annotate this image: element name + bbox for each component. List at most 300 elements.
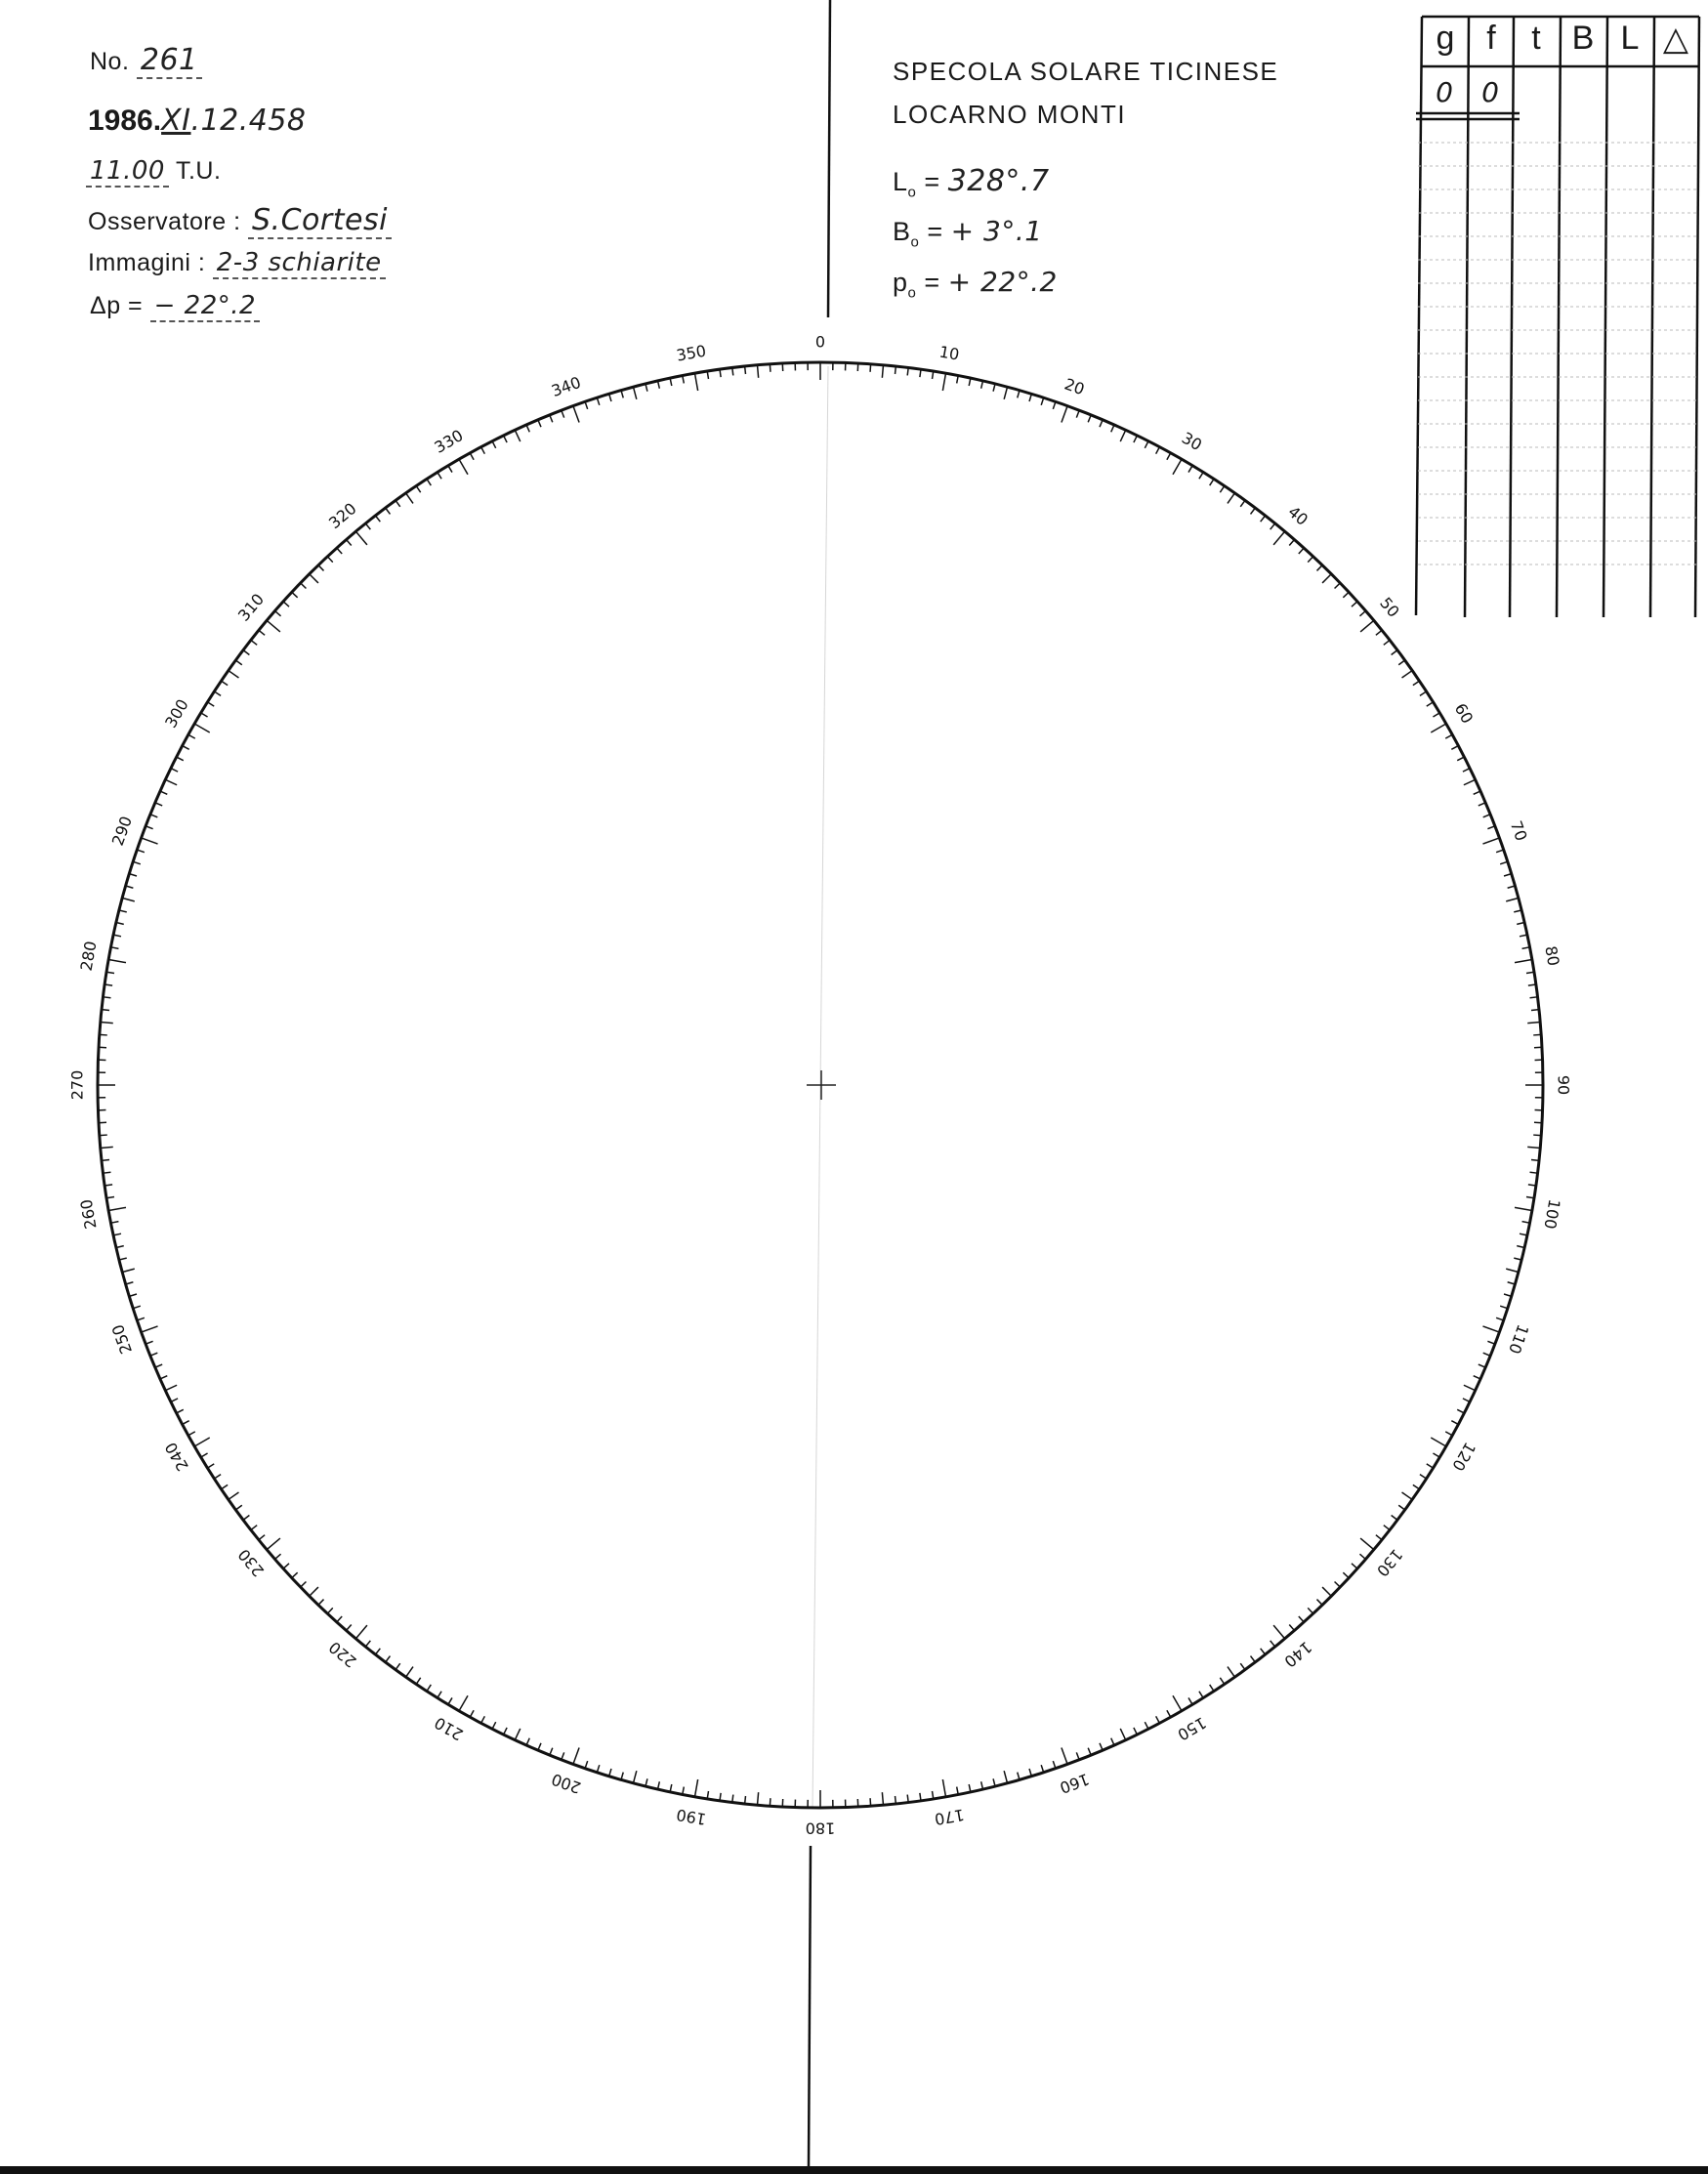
scale-tick: [1120, 1729, 1125, 1740]
scale-tick: [108, 960, 126, 963]
scale-tick: [1392, 650, 1397, 655]
scale-tick: [1433, 1453, 1439, 1457]
scale-tick: [310, 1587, 318, 1596]
scale-tick: [108, 1207, 126, 1210]
scale-tick: [538, 420, 541, 427]
scale-tick: [259, 630, 265, 635]
scale-tick: [1289, 1624, 1294, 1630]
scale-tick: [1156, 447, 1160, 454]
scale-tick: [1156, 1716, 1160, 1723]
scale-tick: [207, 702, 214, 706]
scale-tick: [214, 691, 221, 695]
scale-tick: [1514, 1258, 1521, 1260]
scale-tick: [562, 1752, 564, 1759]
scale-tick: [427, 1685, 431, 1692]
scale-tick: [1004, 1771, 1007, 1783]
scale-tick: [1210, 1685, 1214, 1692]
scale-label: 30: [1178, 428, 1206, 455]
scale-tick: [102, 1160, 109, 1161]
scale-label: 190: [675, 1805, 708, 1829]
scale-label: 230: [233, 1545, 269, 1580]
scale-tick: [100, 1034, 107, 1035]
scale-tick: [437, 1692, 441, 1698]
scale-tick: [142, 838, 158, 844]
scale-tick: [1062, 1747, 1067, 1764]
time-unit: T.U.: [175, 157, 222, 185]
scale-tick: [573, 406, 579, 423]
scale-tick: [1145, 1722, 1148, 1729]
scale-tick: [275, 1554, 281, 1559]
scale-tick: [504, 436, 508, 442]
table-header-f: f: [1486, 20, 1496, 57]
scale-tick: [1188, 466, 1192, 473]
scale-label: 180: [805, 1819, 836, 1838]
scale-tick: [1167, 1710, 1171, 1717]
scale-tick: [1299, 1616, 1304, 1622]
date-day: .12.458: [190, 104, 307, 138]
scale-label: 250: [107, 1321, 137, 1357]
observer-label: Osservatore :: [88, 208, 241, 235]
scale-tick: [229, 1492, 239, 1499]
scale-label: 260: [76, 1197, 101, 1231]
meridian-line: [812, 366, 828, 1809]
delta-p-label: Δp =: [90, 292, 144, 319]
scale-tick: [515, 430, 520, 441]
scale-label: 100: [1540, 1197, 1564, 1231]
scale-tick: [1474, 791, 1480, 794]
scale-tick: [235, 1505, 241, 1510]
scale-tick: [1188, 1697, 1192, 1704]
scale-tick: [573, 1747, 579, 1764]
scale-tick: [104, 997, 111, 998]
scale-tick: [201, 1453, 208, 1457]
param-p0-value: + 22°.2: [947, 266, 1058, 298]
scale-tick: [1384, 1526, 1390, 1530]
scale-tick: [1352, 1564, 1357, 1568]
param-l0-value: 328°.7: [947, 164, 1050, 198]
scale-tick: [993, 384, 995, 392]
scale-tick: [1402, 671, 1413, 678]
delta-p-value: − 22°.2: [150, 291, 260, 322]
scale-tick: [1120, 430, 1125, 441]
scale-label: 350: [675, 341, 708, 365]
scale-tick: [119, 910, 127, 912]
scale-tick: [758, 365, 759, 378]
scale-tick: [1251, 508, 1256, 514]
scale-tick: [160, 1376, 167, 1379]
scale-tick: [481, 447, 485, 454]
scale-tick: [146, 1341, 152, 1344]
record-number-label: No.: [90, 48, 130, 75]
scale-tick: [1088, 415, 1091, 422]
scale-tick: [1392, 1516, 1397, 1521]
scale-tick: [1487, 1341, 1494, 1344]
scale-tick: [770, 364, 771, 372]
scale-tick: [732, 368, 733, 376]
scale-tick: [1228, 493, 1234, 504]
scale-tick: [526, 1738, 529, 1745]
scale-tick: [1088, 1748, 1091, 1755]
scale-label: 10: [937, 342, 961, 364]
table-header-delta: △: [1662, 21, 1689, 58]
scale-tick: [183, 746, 189, 750]
scale-tick: [550, 415, 553, 422]
scale-tick: [1228, 1667, 1234, 1678]
scale-tick: [1111, 1738, 1114, 1745]
scale-tick: [1482, 1326, 1499, 1332]
scale-tick: [150, 815, 157, 817]
scale-tick: [1134, 1728, 1138, 1735]
scale-tick: [406, 1667, 413, 1678]
table-header-l: L: [1620, 20, 1640, 57]
scale-tick: [1451, 1421, 1458, 1425]
scale-tick: [243, 650, 249, 655]
scale-tick: [907, 1795, 908, 1803]
scale-tick: [1359, 1554, 1365, 1559]
scale-tick: [188, 734, 195, 738]
param-b0-value: + 3°.1: [950, 215, 1043, 247]
table-value-f: 0: [1481, 76, 1499, 108]
scale-tick: [1508, 886, 1516, 888]
scale-label: 110: [1504, 1321, 1533, 1357]
scale-tick: [1384, 640, 1390, 645]
scale-tick: [1431, 724, 1446, 732]
scale-tick: [1474, 1376, 1480, 1379]
scale-tick: [1352, 602, 1357, 606]
scale-tick: [470, 1710, 474, 1717]
scale-label: 210: [431, 1713, 467, 1744]
scale-tick: [1018, 1773, 1020, 1780]
scale-tick: [1531, 1160, 1539, 1161]
scale-tick: [1322, 574, 1331, 583]
scale-tick: [550, 1748, 553, 1755]
scale-tick: [347, 540, 352, 546]
scale-label: 240: [161, 1439, 192, 1475]
scale-tick: [770, 1798, 771, 1806]
scale-tick: [1299, 548, 1304, 554]
scale-tick: [177, 757, 184, 761]
scale-tick: [882, 365, 883, 378]
scale-tick: [621, 1773, 623, 1780]
scale-tick: [235, 660, 241, 665]
scale-tick: [515, 1729, 520, 1740]
scale-tick: [1173, 459, 1182, 475]
scale-tick: [1515, 1207, 1532, 1210]
scale-tick: [1413, 1484, 1420, 1488]
scale-tick: [646, 384, 647, 392]
scale-tick: [375, 1649, 380, 1654]
scale-tick: [1427, 702, 1434, 706]
scale-label: 150: [1174, 1713, 1210, 1744]
scale-tick: [229, 671, 239, 678]
scale-label: 20: [1062, 374, 1088, 399]
scale-tick: [194, 1438, 210, 1446]
scale-tick: [155, 1364, 162, 1367]
scale-tick: [1316, 565, 1322, 571]
scale-tick: [214, 1475, 221, 1479]
page-bottom-edge: [0, 2166, 1708, 2174]
scale-tick: [160, 791, 167, 794]
scale-label: 40: [1284, 502, 1312, 529]
scale-tick: [1100, 1743, 1103, 1750]
scale-tick: [459, 459, 468, 475]
scale-tick: [396, 500, 400, 506]
scale-tick: [1359, 611, 1365, 616]
table-header-t: t: [1531, 20, 1541, 57]
scale-label: 300: [161, 695, 192, 732]
scale-tick: [194, 724, 210, 732]
scale-tick: [621, 391, 623, 398]
scale-tick: [1464, 779, 1476, 784]
scale-tick: [396, 1663, 400, 1669]
scale-tick: [386, 508, 391, 514]
scale-tick: [1273, 1625, 1285, 1639]
scale-label: 70: [1506, 817, 1531, 844]
scale-tick: [1451, 746, 1458, 750]
scale-tick: [347, 1624, 352, 1630]
scale-tick: [1514, 910, 1521, 912]
scale-label: 130: [1372, 1545, 1407, 1580]
scale-tick: [745, 1796, 746, 1804]
param-b0-label: B: [893, 217, 911, 246]
scale-tick: [1308, 1608, 1312, 1613]
scale-label: 200: [549, 1769, 584, 1798]
scale-tick: [177, 1409, 184, 1413]
scale-tick: [1413, 681, 1420, 685]
scale-tick: [365, 523, 370, 529]
scale-tick: [646, 1778, 647, 1786]
scale-tick: [1308, 557, 1312, 563]
scale-tick: [1220, 1678, 1224, 1685]
scale-tick: [1220, 486, 1224, 493]
scale-tick: [1251, 1656, 1256, 1662]
scale-tick: [1527, 1023, 1540, 1024]
scale-tick: [1376, 630, 1382, 635]
scale-tick: [207, 1464, 214, 1468]
table-header-g: g: [1436, 20, 1455, 57]
observer-value: S.Cortesi: [248, 203, 392, 239]
scale-tick: [292, 592, 298, 597]
scale-tick: [942, 1779, 945, 1797]
scale-tick: [562, 410, 564, 417]
scale-label: 290: [107, 814, 137, 849]
scale-tick: [318, 565, 324, 571]
scale-tick: [1076, 1752, 1079, 1759]
scale-tick: [1199, 1692, 1203, 1698]
scale-tick: [267, 620, 280, 632]
scale-tick: [251, 1526, 257, 1530]
scale-tick: [292, 1572, 298, 1577]
south-axis-line: [809, 1846, 811, 2168]
date-month: XI: [161, 104, 191, 138]
images-label: Immagini :: [88, 249, 206, 276]
scale-label: 90: [1554, 1074, 1573, 1096]
scale-tick: [1464, 1385, 1476, 1390]
scale-tick: [142, 1326, 158, 1332]
scale-tick: [1210, 479, 1214, 485]
time-value: 11.00: [86, 156, 169, 188]
scale-tick: [695, 373, 698, 391]
scale-tick: [283, 602, 289, 606]
scale-tick: [1360, 620, 1374, 632]
scale-tick: [633, 1771, 636, 1783]
record-number-value: 261: [137, 43, 202, 79]
scale-tick: [492, 441, 496, 448]
scale-tick: [201, 713, 208, 717]
scale-tick: [695, 1779, 698, 1797]
table-value-g: 0: [1436, 76, 1453, 108]
param-p0-label: p: [893, 268, 908, 297]
scale-tick: [102, 1010, 109, 1011]
scale-tick: [1483, 815, 1490, 817]
scale-tick: [1457, 1409, 1464, 1413]
scale-tick: [1271, 523, 1275, 529]
scale-tick: [1433, 713, 1439, 717]
scale-tick: [1335, 1581, 1341, 1587]
scale-tick: [1482, 838, 1499, 844]
scale-tick: [504, 1728, 508, 1735]
scale-tick: [375, 516, 380, 522]
scale-tick: [386, 1656, 391, 1662]
scale-tick: [526, 425, 529, 432]
scale-tick: [1240, 1663, 1245, 1669]
scale-tick: [1533, 1034, 1541, 1035]
scale-tick: [165, 779, 177, 784]
observatory-location: LOCARNO MONTI: [893, 100, 1127, 129]
param-b0: $B_o$ = + 3°.1: [893, 215, 1043, 251]
scale-tick: [758, 1792, 759, 1805]
scale-tick: [259, 1535, 265, 1540]
scale-tick: [146, 826, 152, 829]
scale-tick: [1533, 1135, 1541, 1136]
scale-label: 170: [933, 1805, 966, 1829]
scale-label: 280: [76, 940, 101, 973]
scale-tick: [251, 640, 257, 645]
scale-label: 140: [1280, 1637, 1315, 1672]
scale-tick: [1199, 472, 1203, 479]
scale-tick: [416, 486, 420, 493]
scale-tick: [222, 681, 229, 685]
scale-tick: [633, 387, 636, 399]
scale-tick: [1273, 531, 1285, 545]
observatory-name: SPECOLA SOLARE TICINESE: [893, 57, 1279, 86]
scale-tick: [1018, 391, 1020, 398]
scale-tick: [882, 1792, 883, 1805]
north-axis-line: [828, 0, 830, 317]
scale-tick: [310, 574, 318, 583]
scale-tick: [1167, 453, 1171, 460]
scale-tick: [126, 1282, 134, 1284]
scale-tick: [870, 1798, 871, 1806]
scale-tick: [1479, 1364, 1485, 1367]
scale-tick: [101, 1147, 113, 1148]
scale-tick: [1076, 410, 1079, 417]
scale-tick: [1261, 1649, 1266, 1654]
scale-tick: [101, 1023, 113, 1024]
scale-tick: [1506, 898, 1519, 900]
scale-tick: [155, 803, 162, 806]
images-value: 2-3 schiarite: [213, 248, 386, 279]
scale-tick: [1322, 1587, 1331, 1596]
scale-tick: [1457, 757, 1464, 761]
scale-tick: [1463, 1399, 1470, 1402]
scale-label: 220: [325, 1637, 360, 1672]
scale-tick: [448, 466, 452, 473]
scale-tick: [327, 557, 332, 563]
scale-tick: [1527, 1147, 1540, 1148]
scale-tick: [459, 1695, 468, 1711]
scale-tick: [745, 366, 746, 374]
scale-tick: [1530, 997, 1538, 998]
scale-tick: [119, 1258, 127, 1260]
scale-tick: [492, 1722, 496, 1729]
scale-tick: [188, 1432, 195, 1436]
scale-label: 270: [67, 1069, 87, 1101]
scale-tick: [427, 479, 431, 485]
scale-tick: [870, 364, 871, 372]
scale-tick: [1427, 1464, 1434, 1468]
scale-tick: [1463, 769, 1470, 773]
date-year: 1986.: [88, 105, 162, 137]
scale-tick: [942, 373, 945, 391]
scale-tick: [1289, 540, 1294, 546]
scale-tick: [1134, 436, 1138, 442]
scale-label: 120: [1448, 1439, 1479, 1475]
scale-tick: [470, 453, 474, 460]
scale-tick: [222, 1484, 229, 1488]
scale-tick: [1431, 1438, 1446, 1446]
scale-tick: [1402, 1492, 1413, 1499]
scale-tick: [993, 1778, 995, 1786]
scale-tick: [1261, 516, 1266, 522]
scale-label: 80: [1541, 944, 1563, 968]
scale-tick: [165, 1385, 177, 1390]
scale-tick: [1487, 826, 1494, 829]
scale-tick: [732, 1795, 733, 1803]
scale-tick: [416, 1678, 420, 1685]
scale-tick: [283, 1564, 289, 1568]
scale-tick: [1515, 960, 1532, 963]
scale-tick: [1062, 406, 1067, 423]
scale-tick: [355, 1625, 367, 1639]
scale-tick: [1506, 1269, 1519, 1272]
scale-tick: [337, 1616, 342, 1622]
scale-tick: [1531, 1010, 1539, 1011]
scale-tick: [365, 1641, 370, 1647]
scale-tick: [448, 1697, 452, 1704]
scale-tick: [538, 1743, 541, 1750]
scale-tick: [301, 583, 307, 589]
table-header-b: B: [1571, 20, 1595, 57]
scale-tick: [327, 1608, 332, 1613]
scale-tick: [318, 1600, 324, 1606]
scale-tick: [1445, 734, 1452, 738]
scale-tick: [1360, 1538, 1374, 1550]
scale-tick: [1420, 1475, 1427, 1479]
scale-tick: [1173, 1695, 1182, 1711]
scale-tick: [1240, 500, 1245, 506]
scale-tick: [243, 1516, 249, 1521]
scale-label: 310: [233, 590, 269, 625]
scale-tick: [1335, 583, 1341, 589]
scale-label: 320: [325, 498, 360, 533]
scale-label: 0: [814, 332, 826, 352]
scale-tick: [171, 1399, 178, 1402]
scale-tick: [171, 769, 178, 773]
param-l0-label: L: [893, 167, 908, 196]
scale-tick: [1398, 660, 1404, 665]
scale-label: 60: [1450, 699, 1478, 728]
